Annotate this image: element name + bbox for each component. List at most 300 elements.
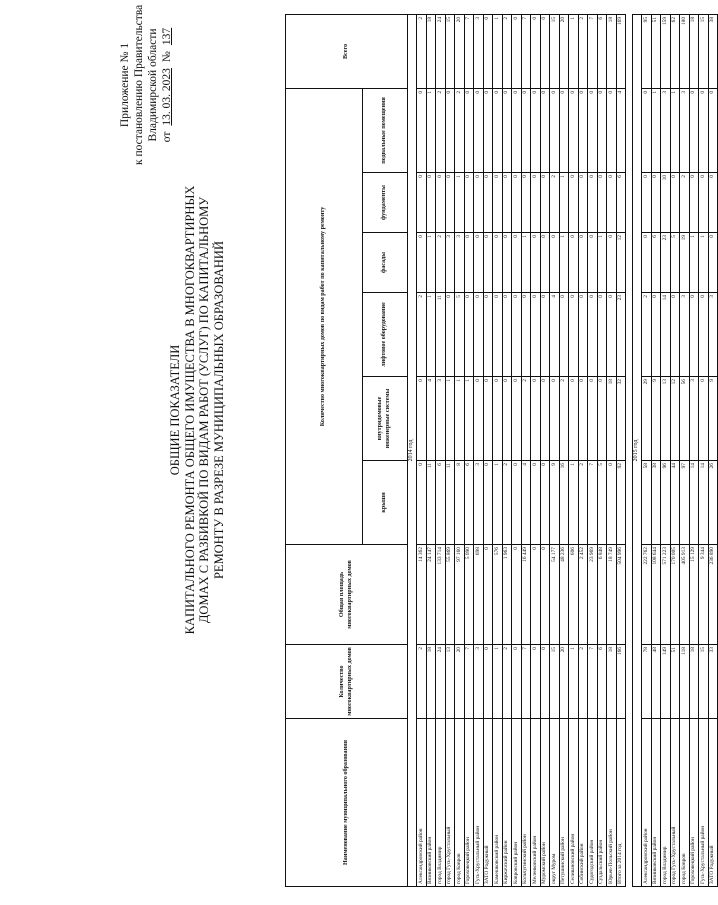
value-cell: 0 (531, 645, 541, 719)
value-cell: 7 (521, 645, 531, 719)
value-cell: 0 (417, 88, 427, 172)
value-cell: 2 (578, 645, 588, 719)
table-body-2014 (408, 14, 626, 886)
value-cell: 0 (512, 293, 522, 377)
value-cell: 169 (616, 14, 626, 88)
value-cell: 51 (670, 645, 680, 719)
value-cell: 0 (699, 88, 709, 172)
value-cell: 0 (502, 173, 512, 233)
value-cell: 0 (540, 545, 550, 645)
table-row (559, 14, 569, 886)
value-cell: 96 (661, 461, 671, 545)
value-cell: 0 (578, 233, 588, 293)
value-cell: 7 (588, 645, 598, 719)
value-cell: 0 (512, 173, 522, 233)
municipality-cell: Александровский район (642, 719, 652, 887)
value-cell: 0 (531, 545, 541, 645)
value-cell: 236 890 (708, 545, 718, 645)
value-cell: 6 (651, 233, 661, 293)
value-cell: 0 (607, 233, 617, 293)
value-cell: 0 (569, 377, 579, 461)
value-cell: 2 (417, 14, 427, 88)
value-cell: 0 (540, 461, 550, 545)
header-roofs: крыши (363, 461, 408, 545)
value-cell: 0 (502, 377, 512, 461)
value-cell: 3 (689, 377, 699, 461)
table-row (550, 14, 560, 886)
appendix-title: Приложение № 1 (119, 42, 131, 128)
value-cell: 0 (588, 377, 598, 461)
table-row (417, 14, 427, 886)
municipality-cell: Ковровский район (512, 719, 522, 887)
value-cell: 2 (578, 14, 588, 88)
value-cell: 108 644 (651, 545, 661, 645)
value-cell: 2 (559, 377, 569, 461)
value-cell: 0 (531, 14, 541, 88)
value-cell: 2 (436, 88, 446, 172)
value-cell: 0 (540, 14, 550, 88)
value-cell: 48 236 (559, 545, 569, 645)
value-cell: 0 (493, 293, 503, 377)
value-cell: 0 (531, 173, 541, 233)
value-cell: 4 (616, 88, 626, 172)
municipality-cell: Вязниковский район (651, 719, 661, 887)
value-cell: 180 (680, 14, 690, 88)
value-cell: 0 (578, 173, 588, 233)
value-cell: 0 (699, 293, 709, 377)
value-cell: 1 (426, 233, 436, 293)
value-cell: 2 (550, 173, 560, 233)
value-cell: 0 (540, 377, 550, 461)
value-cell: 9 (708, 377, 718, 461)
value-cell: 606 (569, 545, 579, 645)
value-cell: 10 (661, 173, 671, 233)
value-cell: 0 (436, 173, 446, 233)
value-cell: 1 (569, 461, 579, 545)
value-cell: 1 (689, 233, 699, 293)
value-cell: 38 (708, 14, 718, 88)
value-cell: 6 (464, 461, 474, 545)
value-cell: 2 452 (578, 545, 588, 645)
municipality-cell: город Ковров (680, 719, 690, 887)
value-cell: 3 (474, 645, 484, 719)
table-row (483, 14, 493, 886)
value-cell: 0 (540, 233, 550, 293)
value-cell: 1 (455, 173, 465, 233)
value-cell: 0 (651, 173, 661, 233)
header-foundations: фундаменты (363, 173, 408, 233)
value-cell: 1 (426, 88, 436, 172)
value-cell: 2 (680, 173, 690, 233)
value-cell: 97 (680, 461, 690, 545)
municipality-cell: Селивановский район (569, 719, 579, 887)
value-cell: 0 (521, 173, 531, 233)
value-cell: 6 (436, 461, 446, 545)
value-cell: 23 969 (588, 545, 598, 645)
value-cell: 0 (607, 173, 617, 233)
value-cell: 18 (689, 14, 699, 88)
value-cell: 0 (474, 233, 484, 293)
value-cell: 0 (689, 88, 699, 172)
value-cell: 0 (512, 545, 522, 645)
header-lifts: лифтовое оборудование (363, 293, 408, 377)
header-area: Общая площадь многоквартирных домов (286, 545, 408, 645)
value-cell: 0 (483, 173, 493, 233)
value-cell: 29 (642, 377, 652, 461)
value-cell: 3 (474, 461, 484, 545)
municipality-cell: Гороховецкий район (464, 719, 474, 887)
value-cell: 5 (455, 293, 465, 377)
value-cell: 1 (493, 645, 503, 719)
value-cell: 0 (607, 88, 617, 172)
value-cell: 23 (661, 233, 671, 293)
value-cell: 1 (597, 233, 607, 293)
municipality-cell: Александровский район (417, 719, 427, 887)
value-cell: 14 362 (417, 545, 427, 645)
value-cell: 20 (455, 645, 465, 719)
value-cell: 1 (569, 14, 579, 88)
value-cell: 18 (426, 645, 436, 719)
value-cell: 0 (512, 14, 522, 88)
value-cell: 18 (689, 645, 699, 719)
title-line-2: КАПИТАЛЬНОГО РЕМОНТА ОБЩЕГО ИМУЩЕСТВА В МНОГОКВАРТИРНЫХ (182, 185, 197, 635)
value-cell: 18 (607, 377, 617, 461)
decree-number: 137 (161, 27, 173, 46)
value-cell: 58 (642, 461, 652, 545)
table-row (569, 14, 579, 886)
value-cell: 4 (521, 461, 531, 545)
value-cell: 0 (464, 88, 474, 172)
value-cell: 0 (483, 461, 493, 545)
value-cell: 0 (483, 293, 493, 377)
value-cell: 0 (512, 461, 522, 545)
value-cell: 3 (445, 233, 455, 293)
value-cell: 2 (502, 645, 512, 719)
value-cell: 0 (483, 14, 493, 88)
value-cell: 3 (455, 233, 465, 293)
value-cell: 0 (642, 233, 652, 293)
table-row (540, 14, 550, 886)
value-cell: 0 (417, 173, 427, 233)
municipality-cell: Гусь-Хрустальный район (474, 719, 484, 887)
value-cell: 18 (607, 645, 617, 719)
value-cell: 0 (464, 173, 474, 233)
year-row (633, 14, 642, 886)
value-cell: 133 714 (436, 545, 446, 645)
municipality-cell: Итого за 2014 год (616, 719, 626, 887)
municipality-cell: Камешковский район (493, 719, 503, 887)
value-cell: 1 (651, 88, 661, 172)
value-cell: 6 (597, 14, 607, 88)
value-cell: 118 (680, 645, 690, 719)
appendix-date-line (160, 5, 174, 165)
value-cell: 0 (531, 377, 541, 461)
value-cell: 18 749 (607, 545, 617, 645)
value-cell: 23 (616, 293, 626, 377)
value-cell: 20 (559, 14, 569, 88)
value-cell: 0 (417, 233, 427, 293)
value-cell: 0 (417, 377, 427, 461)
value-cell: 6 (597, 645, 607, 719)
value-cell: 2 (502, 14, 512, 88)
value-cell: 0 (588, 293, 598, 377)
value-cell: 1 (445, 377, 455, 461)
municipality-cell: Собинский район (578, 719, 588, 887)
value-cell: 0 (493, 377, 503, 461)
value-cell: 0 (578, 293, 588, 377)
value-cell: 2 (417, 645, 427, 719)
value-cell: 9 344 (699, 545, 709, 645)
value-cell: 0 (474, 377, 484, 461)
value-cell: 6 (616, 173, 626, 233)
value-cell: 1 (569, 645, 579, 719)
value-cell: 0 (512, 377, 522, 461)
value-cell: 92 (616, 461, 626, 545)
value-cell: 0 (597, 173, 607, 233)
value-cell: 0 (550, 233, 560, 293)
value-cell: 5 (670, 233, 680, 293)
value-cell: 0 (708, 233, 718, 293)
header-total: Всего (286, 14, 408, 88)
value-cell: 0 (483, 88, 493, 172)
value-cell: 3 (680, 88, 690, 172)
table-row (455, 14, 465, 886)
value-cell: 15 (699, 645, 709, 719)
value-cell: 504 996 (616, 545, 626, 645)
table-row (512, 14, 522, 886)
value-cell: 0 (493, 233, 503, 293)
value-cell: 0 (597, 293, 607, 377)
value-cell: 0 (559, 88, 569, 172)
value-cell: 576 (493, 545, 503, 645)
table-row (436, 14, 446, 886)
appendix-region: Владимирской области (147, 28, 159, 142)
value-cell: 0 (578, 88, 588, 172)
value-cell: 11 (436, 293, 446, 377)
value-cell: 0 (708, 173, 718, 233)
table-row (493, 14, 503, 886)
table-row (474, 14, 484, 886)
value-cell: 3 (474, 14, 484, 88)
table-row (588, 14, 598, 886)
value-cell: 1 963 (502, 545, 512, 645)
value-cell: 1 (670, 88, 680, 172)
value-cell: 0 (474, 173, 484, 233)
value-cell: 0 (531, 293, 541, 377)
value-cell: 0 (588, 88, 598, 172)
value-cell: 0 (540, 645, 550, 719)
value-cell: 26 (708, 461, 718, 545)
municipality-cell: Суздальский район (597, 719, 607, 887)
table-row (661, 14, 671, 886)
table-row (689, 14, 699, 886)
value-cell: 0 (550, 88, 560, 172)
municipality-cell: город Владимир (661, 719, 671, 887)
value-cell: 15 (550, 14, 560, 88)
value-cell: 0 (578, 377, 588, 461)
table-row (607, 14, 617, 886)
value-cell: 38 (651, 461, 661, 545)
value-cell: 0 (699, 377, 709, 461)
value-cell: 55 869 (445, 545, 455, 645)
value-cell: 1 (559, 173, 569, 233)
value-cell: 0 (569, 88, 579, 172)
table-row (651, 14, 661, 886)
value-cell: 4 (550, 293, 560, 377)
value-cell: 0 (651, 293, 661, 377)
table-row (680, 14, 690, 886)
table-row (699, 14, 709, 886)
municipality-cell: город Гусь-Хрустальный (670, 719, 680, 887)
value-cell: 0 (670, 173, 680, 233)
municipality-cell: Судогодский район (588, 719, 598, 887)
value-cell: 16 (559, 461, 569, 545)
decree-date: 13. 03. 2023 (161, 68, 173, 126)
value-cell: 97 160 (455, 545, 465, 645)
value-cell: 0 (502, 293, 512, 377)
value-cell: 3 (708, 293, 718, 377)
value-cell: 0 (689, 173, 699, 233)
value-cell: 2 (417, 293, 427, 377)
value-cell: 0 (502, 88, 512, 172)
title-line-4: РЕМОНТУ В РАЗРЕЗЕ МУНИЦИПАЛЬНЫХ ОБРАЗОВАНИЙ (211, 241, 226, 580)
value-cell: 149 (661, 645, 671, 719)
number-prefix: № (161, 51, 173, 63)
value-cell: 2 (455, 88, 465, 172)
value-cell: 0 (474, 293, 484, 377)
value-cell: 24 (436, 645, 446, 719)
value-cell: 0 (464, 233, 474, 293)
value-cell: 0 (493, 173, 503, 233)
value-cell: 0 (597, 88, 607, 172)
table-row (464, 14, 474, 886)
value-cell: 12 (670, 377, 680, 461)
municipality-cell: Юрьев-Польский район (607, 719, 617, 887)
value-cell: 0 (597, 377, 607, 461)
table-row (531, 14, 541, 886)
value-cell: 8 (455, 461, 465, 545)
value-cell: 14 (699, 461, 709, 545)
date-prefix: от (161, 131, 173, 143)
table-row (578, 14, 588, 886)
table-row (445, 14, 455, 886)
value-cell: 5 090 (464, 545, 474, 645)
value-cell: 0 (483, 545, 493, 645)
value-cell: 0 (569, 233, 579, 293)
municipality-cell: город Гусь-Хрустальный (445, 719, 455, 887)
value-cell: 1 (521, 233, 531, 293)
value-cell: 0 (512, 233, 522, 293)
table-row (502, 14, 512, 886)
value-cell: 0 (445, 173, 455, 233)
table-row (597, 14, 607, 886)
year-2015-label: 2015 год (633, 14, 642, 886)
value-cell: 7 (464, 645, 474, 719)
municipality-cell: Муромский район (540, 719, 550, 887)
value-cell: 0 (445, 88, 455, 172)
municipality-cell: ЗАТО Радужный (708, 719, 718, 887)
value-cell: 5 (597, 461, 607, 545)
municipality-cell: Кольчугинский район (521, 719, 531, 887)
municipality-cell: округ Муром (550, 719, 560, 887)
value-cell: 0 (483, 377, 493, 461)
value-cell: 0 (588, 173, 598, 233)
table-row (521, 14, 531, 886)
value-cell: 0 (670, 293, 680, 377)
header-facades: фасады (363, 233, 408, 293)
value-cell: 0 (569, 173, 579, 233)
value-cell: 56 (680, 377, 690, 461)
value-cell: 0 (531, 461, 541, 545)
municipality-cell: Меленковский район (531, 719, 541, 887)
value-cell: 33 (708, 645, 718, 719)
value-cell: 2 (502, 461, 512, 545)
value-cell: 1 (559, 233, 569, 293)
value-cell: 0 (502, 233, 512, 293)
value-cell: 18 (607, 14, 617, 88)
value-cell: 0 (531, 233, 541, 293)
value-cell: 0 (569, 293, 579, 377)
value-cell: 44 (670, 461, 680, 545)
value-cell: 1 (699, 233, 709, 293)
value-cell: 2 (436, 233, 446, 293)
value-cell: 14 (661, 293, 671, 377)
value-cell: 0 (483, 233, 493, 293)
value-cell: 15 (550, 645, 560, 719)
value-cell: 16 449 (521, 545, 531, 645)
value-cell: 15 129 (689, 545, 699, 645)
value-cell: 0 (607, 461, 617, 545)
value-cell: 2 (521, 377, 531, 461)
value-cell: 0 (708, 88, 718, 172)
table-row (708, 14, 718, 886)
header-name: Наименование муниципального образования (286, 719, 408, 887)
value-cell: 54 177 (550, 545, 560, 645)
value-cell: 170 005 (670, 545, 680, 645)
header-basements: подвальные помещения (363, 88, 408, 172)
value-cell: 0 (464, 293, 474, 377)
value-cell: 11 (426, 461, 436, 545)
value-cell: 0 (493, 88, 503, 172)
table-row (616, 14, 626, 886)
value-cell: 0 (512, 645, 522, 719)
table-row (426, 14, 436, 886)
title-line-1: ОБЩИЕ ПОКАЗАТЕЛИ (168, 344, 182, 476)
header-systems: внутридомовые инженерные системы (363, 377, 408, 461)
value-cell: 24 147 (426, 545, 436, 645)
value-cell: 1 (493, 14, 503, 88)
value-cell: 2 (578, 461, 588, 545)
value-cell: 18 (426, 14, 436, 88)
value-cell: 2 (642, 293, 652, 377)
value-cell: 7 (521, 14, 531, 88)
value-cell: 51 (651, 14, 661, 88)
municipality-cell: Гороховецкий район (689, 719, 699, 887)
spacer-row (626, 14, 633, 886)
value-cell: 0 (474, 88, 484, 172)
value-cell: 1 (455, 377, 465, 461)
value-cell: 12 (616, 233, 626, 293)
value-cell: 20 (559, 645, 569, 719)
value-cell: 166 (616, 645, 626, 719)
value-cell: 571 223 (661, 545, 671, 645)
value-cell: 15 (445, 14, 455, 88)
appendix-block (118, 5, 174, 165)
table-body-2015 (626, 14, 718, 886)
value-cell: 698 (474, 545, 484, 645)
year-2014-label: 2014 год (408, 14, 417, 886)
value-cell: 13 (445, 645, 455, 719)
